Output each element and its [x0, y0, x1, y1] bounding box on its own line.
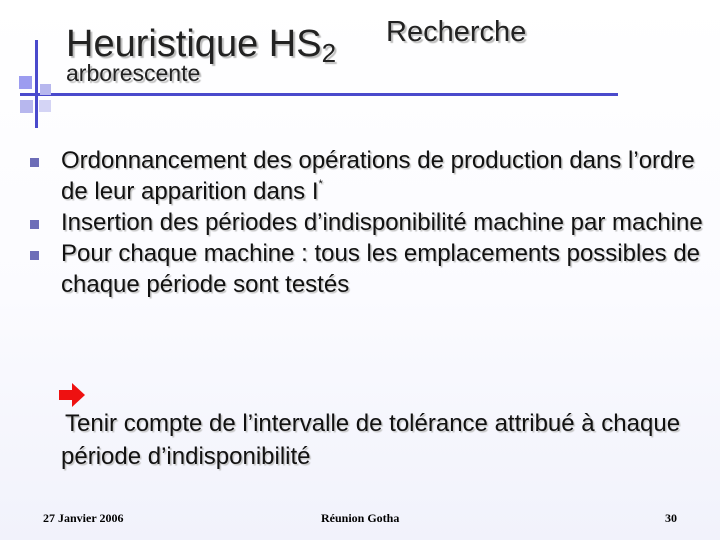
slide-subtitle: arborescente — [66, 60, 201, 86]
decor-square — [40, 84, 51, 95]
footer-date: 27 Janvier 2006 — [43, 511, 124, 525]
decor-square — [19, 76, 32, 89]
bullet-item — [0, 145, 713, 207]
page-number: 30 — [665, 511, 677, 525]
square-bullet-icon — [30, 251, 39, 260]
title-horizontal-rule — [20, 93, 618, 96]
decor-square — [20, 100, 33, 113]
footer-center-text: Réunion Gotha — [321, 511, 400, 525]
bullet-superscript: * — [318, 178, 323, 190]
arrow-right-icon — [59, 382, 85, 408]
bullet-item — [0, 238, 713, 300]
bullet-text: Insertion des périodes d’indisponibilité machine par machine — [61, 209, 703, 236]
conclusion-text: Tenir compte de l’intervalle de tolérance attribué à chaque période d’indisponibilité — [61, 410, 681, 470]
decor-square — [39, 100, 51, 112]
slide-title-subscript: 2 — [321, 38, 337, 68]
bullet-list — [0, 145, 720, 300]
slide-title-right: Recherche — [386, 16, 527, 48]
bullet-item — [0, 207, 713, 238]
bullet-text: Ordonnancement des opérations de production dans l’ordre de leur apparition dans I — [61, 147, 695, 205]
square-bullet-icon — [30, 158, 39, 167]
square-bullet-icon — [30, 220, 39, 229]
title-vertical-rule — [35, 40, 38, 128]
bullet-text: Pour chaque machine : tous les emplacements possibles de chaque période sont testés — [61, 240, 701, 298]
slide-title-text: Heuristique HS — [66, 23, 322, 65]
